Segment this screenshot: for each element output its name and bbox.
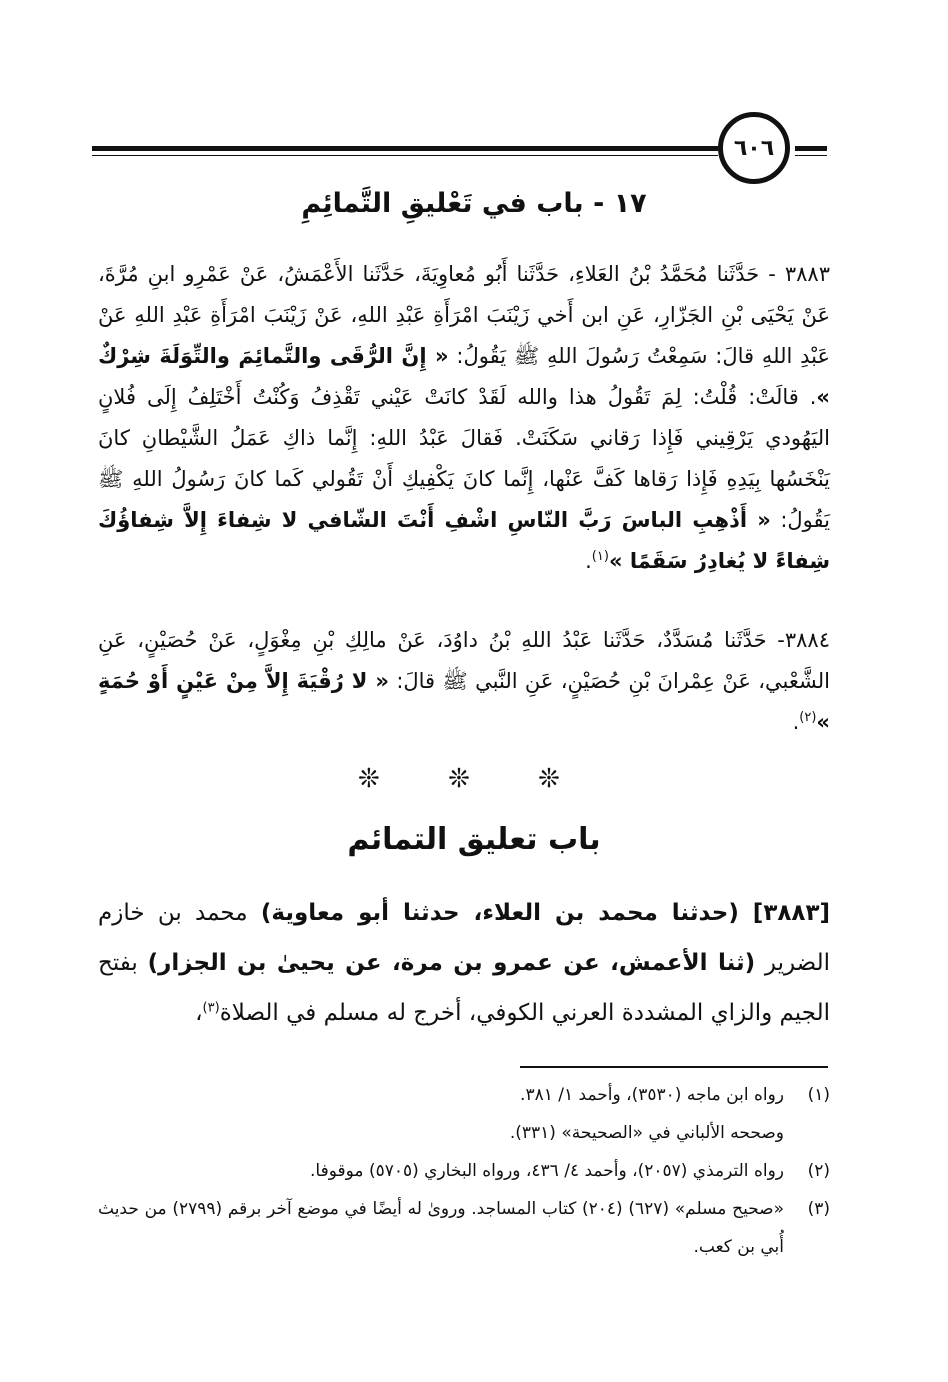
- hadith-quote: « إِنَّ الرُّقَى والتَّمائِمَ والتِّوَلَةَ شِرْكٌ »: [98, 344, 830, 409]
- footnote-text: «صحيح مسلم» (٦٢٧) (٢٠٤) كتاب المساجد. وروىٰ له أيضًا في موضع آخر برقم (٢٧٩٩) من حديث أُبي بن كعب.: [98, 1199, 785, 1257]
- hadith-end: .: [585, 549, 592, 573]
- commentary-end: ،: [195, 1000, 203, 1026]
- footnotes: [98, 1076, 830, 1266]
- section-separator: ❊ ❊ ❊: [358, 764, 590, 794]
- page-number: ٦٠٦: [733, 135, 775, 161]
- commentary: [98, 888, 830, 1038]
- footnote-rule: [520, 1066, 828, 1068]
- section-title: باب تعليق التمائم: [347, 822, 601, 857]
- footnote: [98, 1114, 830, 1152]
- footnote: [98, 1190, 830, 1266]
- hadith-quote: « أَذْهِبِ الباسَ رَبَّ النّاسِ اشْفِ أَنْتَ الشّافي لا شِفاءَ إِلاَّ شِفاؤُكَ شِفاءً لا يُغادِرُ سَقَمًا »: [98, 508, 830, 573]
- footnote-ref: (٢): [799, 710, 817, 725]
- footnote-text: وصححه الألباني في «الصحيحة» (٣٣١).: [509, 1123, 784, 1143]
- hadith-quote: « لا رُقْيَةَ إِلاَّ مِنْ عَيْنٍ أَوْ حُمَةٍ »: [98, 669, 830, 734]
- footnote: [98, 1076, 830, 1114]
- footnote: [98, 1152, 830, 1190]
- header-rule-right-thin: [795, 155, 827, 156]
- footnote-number: (٢): [807, 1161, 830, 1181]
- footnote-text: رواه الترمذي (٢٠٥٧)، وأحمد ٤/ ٤٣٦، ورواه البخاري (٥٧٠٥) موقوفا.: [310, 1161, 784, 1181]
- chapter-title: ١٧ - باب في تَعْليقِ التَّمائِمِ: [301, 188, 647, 219]
- commentary-lemma: (ثنا الأعمش، عن عمرو بن مرة، عن يحيىٰ بن الجزار): [147, 950, 756, 976]
- hadith-text: ٣٨٨٣ - حَدَّثَنا مُحَمَّدُ بْنُ العَلاءِ، حَدَّثَنا أَبُو مُعاوِيَةَ، حَدَّثَنا الأَعْمَشُ، عَنْ عَمْرِو ابنِ مُرَّةَ، عَنْ يَحْيَى بْنِ الجَزّارِ، عَنِ ابن أَخي زَيْنَبَ امْرَأَةِ عَبْدِ اللهِ، عَنْ زَيْنَبَ امْرَأَةِ عَبْدِ اللهِ عَنْ عَبْدِ اللهِ قالَ: سَمِعْتُ رَسُولَ اللهِ ﷺ يَقُولُ:: [98, 262, 831, 368]
- footnote-text: رواه ابن ماجه (٣٥٣٠)، وأحمد ١/ ٣٨١.: [520, 1085, 784, 1105]
- hadith-text: ٣٨٨٤- حَدَّثَنا مُسَدَّدٌ، حَدَّثَنا عَبْدُ اللهِ بْنُ داوُدَ، عَنْ مالِكِ بْنِ مِغْوَلٍ، عَنْ حُصَيْنٍ، عَنِ الشَّعْبي، عَنْ عِمْرانَ بْنِ حُصَيْنٍ، عَنِ النَّبي ﷺ قالَ:: [98, 628, 830, 693]
- hadith-end: .: [792, 710, 800, 734]
- hadith-3884: [98, 620, 830, 743]
- footnote-ref: (١): [591, 549, 609, 564]
- commentary-lemma: [٣٨٨٣] (حدثنا محمد بن العلاء، حدثنا أبو معاوية): [260, 900, 830, 926]
- header-rule-thin: [92, 155, 718, 156]
- hadith-3883: [98, 254, 830, 582]
- header-rule-right-thick: [795, 146, 827, 151]
- footnote-number: (٣): [807, 1199, 830, 1219]
- footnote-ref: (٣): [202, 1000, 220, 1016]
- header-rule-thick: [92, 146, 718, 151]
- page-number-badge: [718, 112, 790, 184]
- commentary-text: محمد بن خازم الضرير: [98, 900, 831, 976]
- hadith-text-continued: . قالَتْ: قُلْتُ: لِمَ تَقُولُ هذا والله لَقَدْ كانَتْ عَيْني تَقْذِفُ وَكُنْتُ أَخْتَلِفُ إِلَى فُلانٍ اليَهُودي يَرْقِيني فَإِذا رَقاني سَكَنَتْ. فَقالَ عَبْدُ اللهِ: إِنَّما ذاكِ عَمَلُ الشَّيْطانِ كانَ يَنْخَسُها بِيَدِهِ فَإِذا رَقاها كَفَّ عَنْها، إِنَّما كانَ يَكْفِيكِ أَنْ تَقُولي كَما كانَ رَسُولُ اللهِ ﷺ يَقُولُ:: [98, 385, 830, 532]
- footnote-number: (١): [807, 1085, 830, 1105]
- footnote-number: [784, 1114, 830, 1152]
- commentary-text: بفتح الجيم والزاي المشددة العرني الكوفي، أخرج له مسلم في الصلاة: [98, 950, 830, 1026]
